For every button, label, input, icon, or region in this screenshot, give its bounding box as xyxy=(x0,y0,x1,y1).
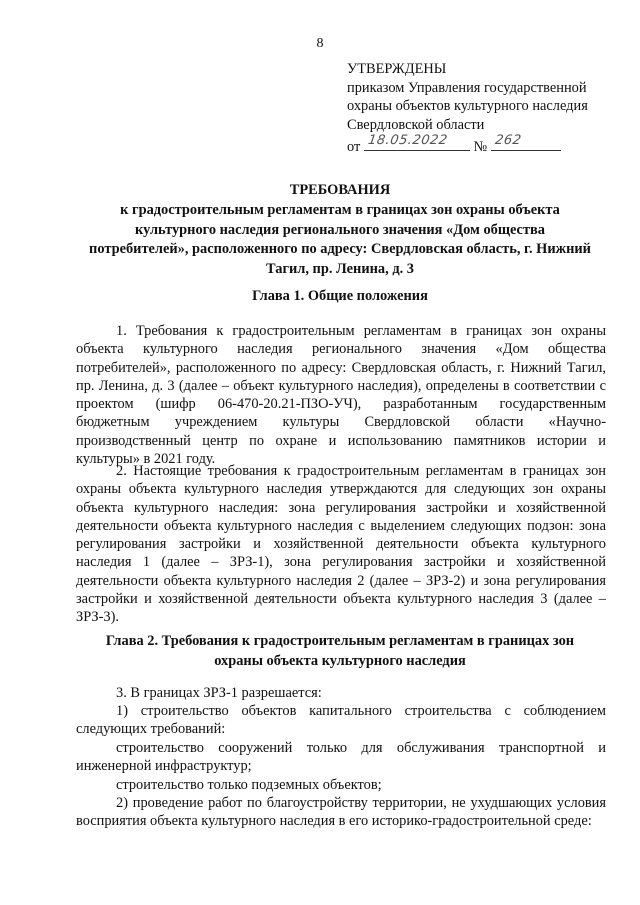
approval-block xyxy=(347,60,617,157)
number-field xyxy=(491,134,561,151)
chapter-2-heading-line-1: Глава 2. Требования к градостроительным регламентам в границах зон xyxy=(105,633,575,649)
approval-region-line: Свердловской области xyxy=(347,116,485,133)
paragraph-3: 3. В границах ЗРЗ-1 разрешается: xyxy=(116,685,322,701)
chapter-2-heading xyxy=(72,632,608,672)
document-title xyxy=(72,181,608,280)
date-field xyxy=(364,134,470,151)
approval-title: УТВЕРЖДЕНЫ xyxy=(347,61,447,77)
paragraph-3-item-1-requirement-a: строительство сооружений только для обслуживания транспортной и инженерной инфраструктур; xyxy=(76,740,606,775)
paragraph-2: 2. Настоящие требования к градостроительным регламентам в границах зон охраны объекта культурного наследия утверждаются для следующих зон охраны объекта культурного наследия: зона регулирования застройки и хозяйственной деятельности объекта культурного наследия с выделением следующих подзон: зона регулирования застройки и хозяйственной деятельности объекта культурного наследия 1 (далее – ЗРЗ-1), зона регулирования застройки и хозяйственной деятельности объекта культурного наследия 2 (далее – ЗРЗ-2) и зона регулирования застройки и хозяйственной деятельности объекта культурного наследия 3 (далее – ЗРЗ-3). xyxy=(76,463,606,626)
title-line-3: культурного наследия регионального значения «Дом общества xyxy=(135,221,545,238)
title-line-4: потребителей», расположенного по адресу: Свердловская область, г. Нижний xyxy=(89,241,591,258)
paragraph-1: 1. Требования к градостроительным регламентам в границах зон охраны объекта культурного наследия регионального значения «Дом общества потребителей», расположенного по адресу: Свердловская область, г. Нижний Тагил, пр. Ленина, д. 3 (далее – объект культурного наследия), определены в соответствии с проектом (шифр 06-470-20.21-ПЗО-УЧ), разработанным государственным бюджетным учреждением культуры Свердловской области «Научно-производственный центр по охране и использованию памятников истории и культуры» в 2021 году. xyxy=(76,323,606,468)
approval-date-number-line xyxy=(347,134,617,157)
approval-order-line: приказом Управления государственной xyxy=(347,79,587,96)
chapter-1-heading: Глава 1. Общие положения xyxy=(252,288,428,304)
title-line-5: Тагил, пр. Ленина, д. 3 xyxy=(266,261,414,278)
title-line-2: к градостроительным регламентам в границах зон охраны объекта xyxy=(120,201,560,218)
page-number: 8 xyxy=(316,36,324,51)
paragraph-3-item-1-requirement-b: строительство только подземных объектов; xyxy=(116,777,382,793)
handwritten-date: 18.05.2022 xyxy=(366,132,449,148)
number-label: № xyxy=(473,139,488,156)
handwritten-number: 262 xyxy=(493,132,523,148)
from-label: от xyxy=(347,139,361,156)
paragraph-3-item-2: 2) проведение работ по благоустройству территории, не ухудшающих условия восприятия объекта культурного наследия в его историко-градостроительной среде: xyxy=(76,795,606,830)
paragraph-3-item-1: 1) строительство объектов капитального строительства с соблюдением следующих требований: xyxy=(76,703,606,738)
title-line-1: ТРЕБОВАНИЯ xyxy=(289,182,391,198)
approval-authority-line: охраны объектов культурного наследия xyxy=(347,98,588,115)
chapter-2-heading-line-2: охраны объекта культурного наследия xyxy=(214,652,466,669)
